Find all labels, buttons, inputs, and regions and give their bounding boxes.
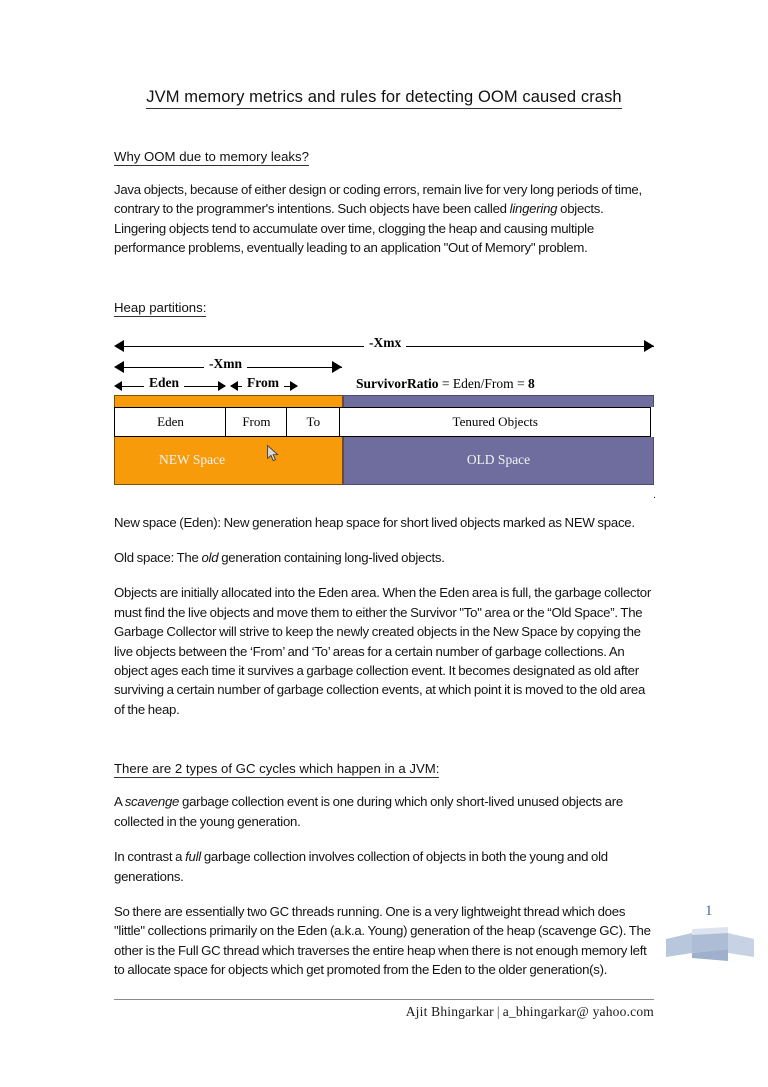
old-space-label: OLD Space	[466, 452, 531, 468]
page-title-text: JVM memory metrics and rules for detecting OOM caused crash	[146, 88, 621, 109]
heap-partition-diagram	[114, 334, 656, 501]
xmn-right-arrowhead-icon	[332, 361, 342, 373]
survivor-ratio-expression: = Eden/From =	[438, 375, 528, 391]
emphasis-full: full	[185, 849, 201, 865]
heap-cells-row	[114, 407, 654, 437]
new-space-top-strip	[114, 395, 343, 407]
paragraph-old-space-part-b: generation containing long-lived objects.	[218, 550, 445, 566]
old-space-top-strip	[343, 395, 654, 407]
footer-divider	[114, 999, 654, 1000]
page-number: 1	[705, 903, 713, 919]
new-space-label: NEW Space	[159, 452, 226, 468]
paragraph-object-allocation: Objects are initially allocated into the Eden area. When the Eden area is full, the garbage collector must find the live objects and move them to either the Survivor "To" area or the “Old Space”. The Garbage Collector will strive to keep the newly created objects in the New Space by copying the live objects between the ‘From’ and ‘To’ areas for a certain number of garbage collections. An object ages each time it survives a garbage collection event. It becomes designated as old after surviving a certain number of garbage collection events, at which point it is moved to the old area of the heap.	[114, 585, 652, 717]
survivor-ratio-value: 8	[527, 375, 535, 391]
survivor-ratio-label	[356, 376, 535, 392]
emphasis-old: old	[201, 550, 219, 566]
xmx-right-arrowhead-icon	[644, 340, 654, 352]
cell-to: To	[286, 407, 341, 437]
xmn-label: -Xmn	[204, 356, 247, 372]
heading-heap-partitions	[114, 300, 654, 315]
from-right-arrowhead-icon	[290, 381, 298, 391]
xmx-label: -Xmx	[364, 335, 406, 351]
paragraph-scavenge-part-b: garbage collection event is one during which only short-lived unused objects are collected in the young generation.	[114, 794, 623, 829]
footer-email: a_bhingarkar@ yahoo.com	[502, 1004, 654, 1019]
xmx-arrow-row	[114, 334, 654, 357]
footer	[114, 1004, 654, 1020]
heading-gc-cycles-text: There are 2 types of GC cycles which happen in a JVM:	[114, 761, 440, 777]
new-space-block	[114, 437, 343, 485]
heading-heap-partitions-text: Heap partitions:	[114, 299, 207, 315]
cell-eden: Eden	[114, 407, 227, 437]
paragraph-full-gc	[114, 847, 654, 886]
footer-author: Ajit Bhingarkar	[405, 1004, 494, 1019]
eden-from-arrow-row	[114, 374, 654, 397]
eden-right-arrowhead-icon	[218, 381, 226, 391]
cell-tenured: Tenured Objects	[339, 407, 651, 437]
xmn-arrow-row	[114, 355, 654, 378]
paragraph-lingering-part-b: objects. Lingering objects tend to accumulate over time, clogging the heap and causing multiple performance problems, eventually leading to an application "Out of Memory" problem.	[114, 201, 604, 256]
eden-arrow-label: Eden	[144, 375, 184, 391]
emphasis-scavenge: scavenge	[124, 794, 180, 810]
paragraph-scavenge-part-a: A	[114, 794, 125, 810]
paragraph-scavenge-gc	[114, 792, 654, 831]
paragraph-new-space: New space (Eden): New generation heap space for short lived objects marked as NEW space.	[114, 514, 635, 530]
page-title	[114, 88, 654, 107]
cell-from: From	[225, 407, 287, 437]
survivor-ratio-name: SurvivorRatio	[356, 375, 439, 391]
diagram-trailing-mark: .	[652, 488, 656, 501]
heading-why-oom-text: Why OOM due to memory leaks?	[114, 149, 309, 164]
old-space-block	[343, 437, 654, 485]
document-content	[114, 0, 654, 980]
ribbon-decoration-icon	[666, 927, 754, 961]
from-arrow-label: From	[242, 375, 284, 391]
paragraph-old-space-part-a: Old space: The	[114, 550, 202, 566]
emphasis-lingering: lingering	[509, 201, 558, 217]
paragraph-old-space	[114, 548, 654, 567]
footer-separator: |	[496, 1004, 500, 1019]
heading-gc-cycles	[114, 761, 654, 776]
paragraph-full-part-a: In contrast a	[114, 849, 186, 865]
paragraph-lingering-part-a: Java objects, because of either design or coding errors, remain live for very long periods of time, contrary to the programmer's intentions. Such objects have been called	[114, 182, 642, 217]
paragraph-lingering-objects	[114, 180, 654, 258]
heading-why-oom	[114, 149, 654, 164]
paragraph-full-part-b: garbage collection involves collection of objects in both the young and old generations.	[114, 849, 608, 884]
paragraph-gc-threads: So there are essentially two GC threads running. One is a very lightweight thread which does "little" collections primarily on the Eden (a.k.a. Young) generation of the heap (scavenge GC). The other is the Full GC thread which traverses the entire heap when there is not enough memory left to allocate space for objects which get promoted from the Eden to the older generation(s).	[114, 903, 651, 978]
mouse-cursor-icon	[267, 445, 279, 462]
